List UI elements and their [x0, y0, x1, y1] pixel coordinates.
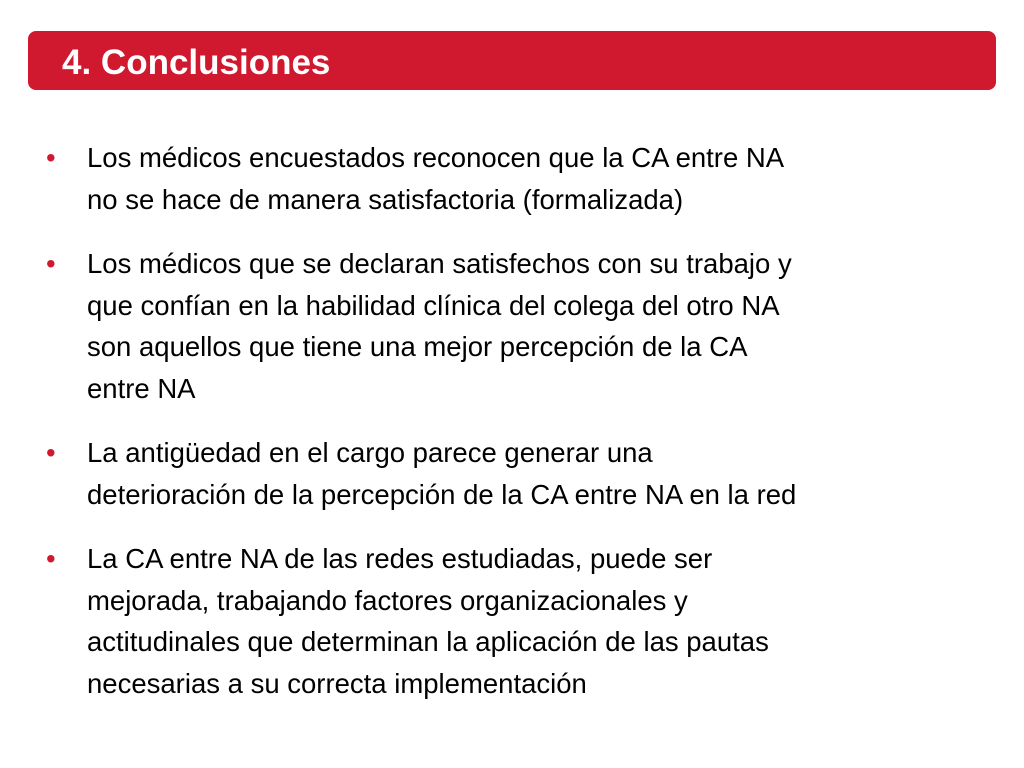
- bullet-list: [0, 137, 1024, 727]
- bullet-item: [0, 243, 1024, 409]
- bullet-dot-icon: •: [46, 248, 56, 279]
- bullet-text: La CA entre NA de las redes estudiadas, puede ser mejorada, trabajando factores organizacionales y actitudinales que determinan la aplicación de las pautas necesarias a su correcta implementación: [87, 543, 769, 699]
- bullet-dot-icon: •: [46, 543, 56, 574]
- bullet-text: Los médicos que se declaran satisfechos con su trabajo y que confían en la habilidad clínica del colega del otro NA son aquellos que tiene una mejor percepción de la CA entre NA: [87, 248, 792, 404]
- bullet-dot-icon: •: [46, 437, 56, 468]
- bullet-item: [0, 432, 1024, 515]
- bullet-item: [0, 137, 1024, 220]
- slide-title: 4. Conclusiones: [62, 43, 331, 82]
- bullet-item: [0, 538, 1024, 704]
- bullet-text: La antigüedad en el cargo parece generar una deterioración de la percepción de la CA entre NA en la red: [87, 437, 797, 510]
- bullet-dot-icon: •: [46, 142, 56, 173]
- bullet-text: Los médicos encuestados reconocen que la CA entre NA no se hace de manera satisfactoria (formalizada): [87, 142, 785, 215]
- title-bar: [28, 31, 996, 90]
